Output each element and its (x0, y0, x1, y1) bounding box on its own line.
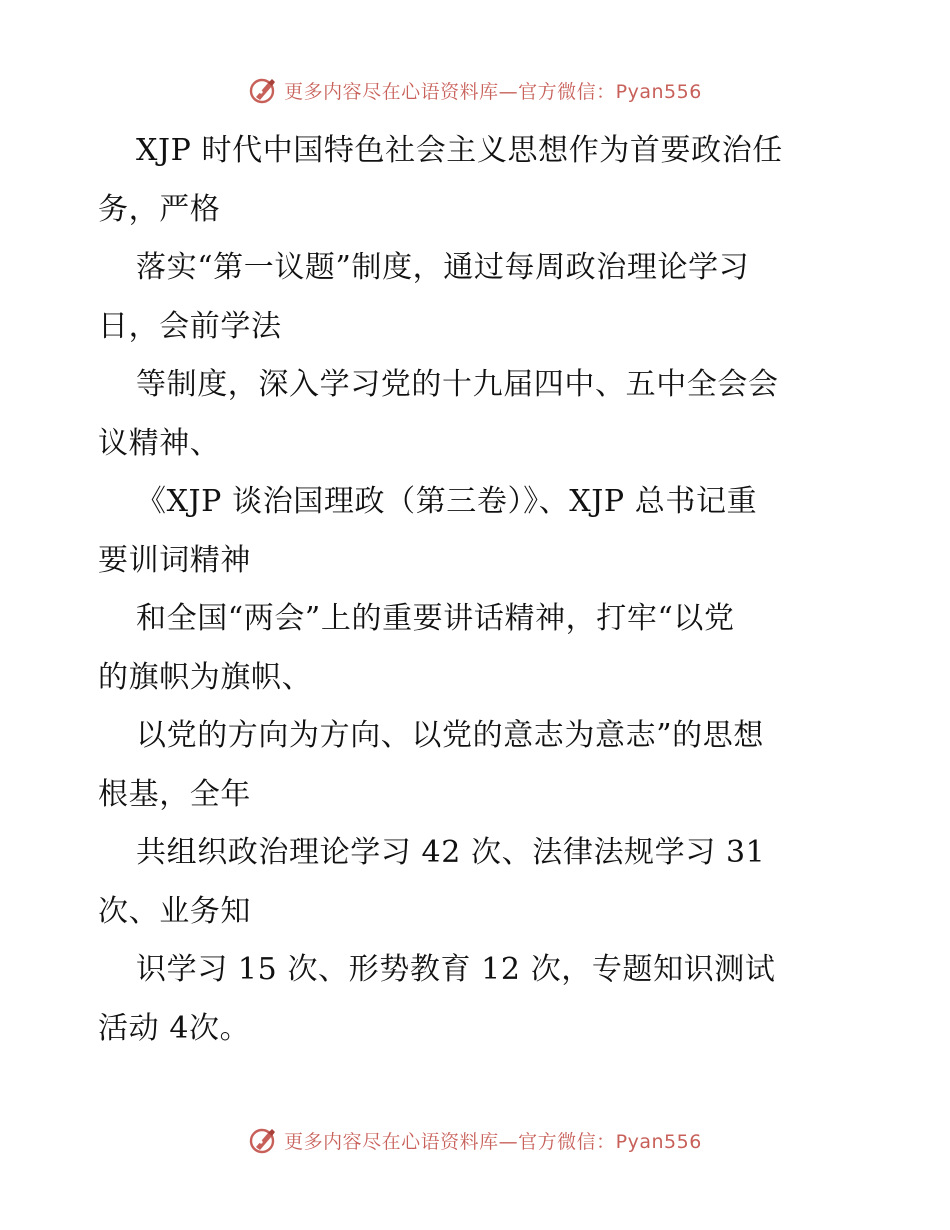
pen-logo-icon (248, 75, 278, 105)
header-banner (0, 70, 950, 110)
body-line: 以党的方向为方向、以党的意志为意志”的思想 (136, 718, 764, 753)
body-line: 《XJP 谈治国理政（第三卷）》、XJP 总书记重 (136, 484, 758, 519)
body-line: 次、业务知 (98, 893, 251, 929)
body-line: 等制度，深入学习党的十九届四中、五中全会会 (136, 367, 779, 402)
body-line: 议精神、 (98, 425, 221, 461)
pen-logo-icon (248, 1125, 278, 1155)
body-line: 和全国“两会”上的重要讲话精神，打牢“以党 (136, 601, 735, 636)
header-banner-text: 更多内容尽在心语资料库—官方微信：Pyan556 (284, 80, 702, 103)
body-line: 的旗帜为旗帜、 (98, 659, 313, 695)
body-line: 落实“第一议题”制度，通过每周政治理论学习 (136, 250, 750, 285)
document-body (98, 122, 854, 1058)
footer-banner-text: 更多内容尽在心语资料库—官方微信：Pyan556 (284, 1130, 702, 1153)
body-line: 根基，全年 (98, 776, 251, 812)
body-line: 活动 4次。 (98, 1010, 251, 1046)
body-line: 识学习 15 次、形势教育 12 次，专题知识测试 (136, 952, 776, 987)
body-line: 共组织政治理论学习 42 次、法律法规学习 31 (136, 835, 766, 870)
body-line: 要训词精神 (98, 542, 251, 578)
body-line: 日，会前学法 (98, 308, 282, 344)
footer-banner (0, 1120, 950, 1160)
body-line: XJP 时代中国特色社会主义思想作为首要政治任 (136, 133, 783, 168)
body-line: 务，严格 (98, 191, 221, 227)
